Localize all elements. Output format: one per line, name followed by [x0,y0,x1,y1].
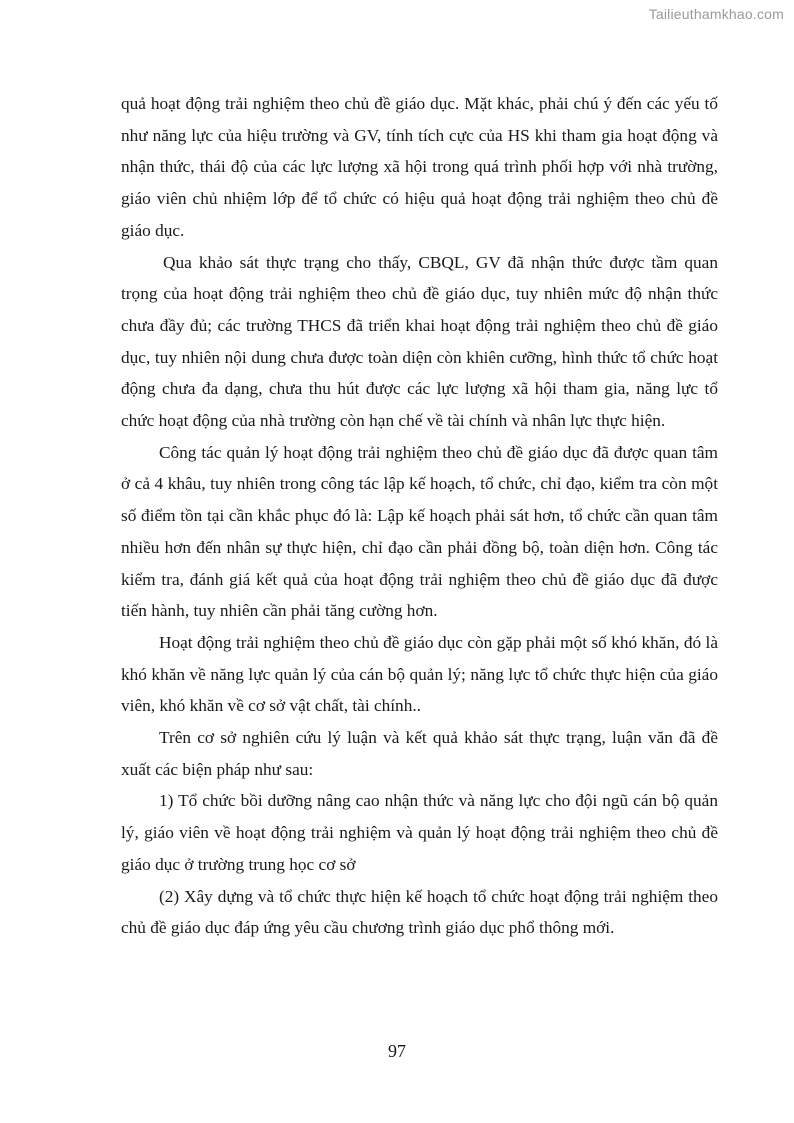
page-number: 97 [388,1041,406,1061]
paragraph-survey-findings: Qua khảo sát thực trạng cho thấy, CBQL, GV đã nhận thức được tầm quan trọng của hoạt động trải nghiệm theo chủ đề giáo dục, tuy nhiên mức độ nhận thức chưa đầy đủ; các trường THCS đã triển khai hoạt động trải nghiệm theo chủ đề giáo dục, tuy nhiên nội dung chưa được toàn diện còn khiên cưỡng, hình thức tổ chức hoạt động chưa đa dạng, chưa thu hút được các lực lượng xã hội tham gia, năng lực tổ chức hoạt động của nhà trường còn hạn chế về tài chính và nhân lực thực hiện. [121,252,718,431]
document-body [121,88,718,944]
site-watermark: Tailieuthamkhao.com [648,6,784,22]
paragraph-difficulties: Hoạt động trải nghiệm theo chủ đề giáo dục còn gặp phải một số khó khăn, đó là khó khăn về năng lực quản lý của cán bộ quản lý; năng lực tổ chức thực hiện của giáo viên, khó khăn về cơ sở vật chất, tài chính.. [121,632,718,716]
paragraph-measure-2: (2) Xây dựng và tổ chức thực hiện kế hoạch tổ chức hoạt động trải nghiệm theo chủ đề giáo dục đáp ứng yêu cầu chương trình giáo dục phổ thông mới. [121,886,718,938]
paragraph-proposed-measures-intro: Trên cơ sở nghiên cứu lý luận và kết quả khảo sát thực trạng, luận văn đã đề xuất các biện pháp như sau: [121,728,718,779]
paragraph-management-work: Công tác quản lý hoạt động trải nghiệm theo chủ đề giáo dục đã được quan tâm ở cả 4 khâu, tuy nhiên trong công tác lập kế hoạch, tổ chức, chỉ đạo, kiểm tra còn một số điểm tồn tại cần khắc phục đó là: Lập kế hoạch phải sát hơn, tổ chức cần quan tâm nhiều hơn đến nhân sự thực hiện, chỉ đạo cần phải đồng bộ, toàn diện hơn. Công tác kiểm tra, đánh giá kết quả của hoạt động trải nghiệm theo chủ đề giáo dục đã được tiến hành, tuy nhiên cần phải tăng cường hơn. [121,442,718,621]
paragraph-measure-1: 1) Tổ chức bồi dưỡng nâng cao nhận thức và năng lực cho đội ngũ cán bộ quản lý, giáo viên về hoạt động trải nghiệm và quản lý hoạt động trải nghiệm theo chủ đề giáo dục ở trường trung học cơ sở [121,791,718,874]
paragraph-continuation: quả hoạt động trải nghiệm theo chủ đề giáo dục. Mặt khác, phải chú ý đến các yếu tố như năng lực của hiệu trường và GV, tính tích cực của HS khi tham gia hoạt động và nhận thức, thái độ của các lực lượng xã hội trong quá trình phối hợp với nhà trường, giáo viên chủ nhiệm lớp để tổ chức có hiệu quả hoạt động trải nghiệm theo chủ đề giáo dục. [121,94,718,240]
